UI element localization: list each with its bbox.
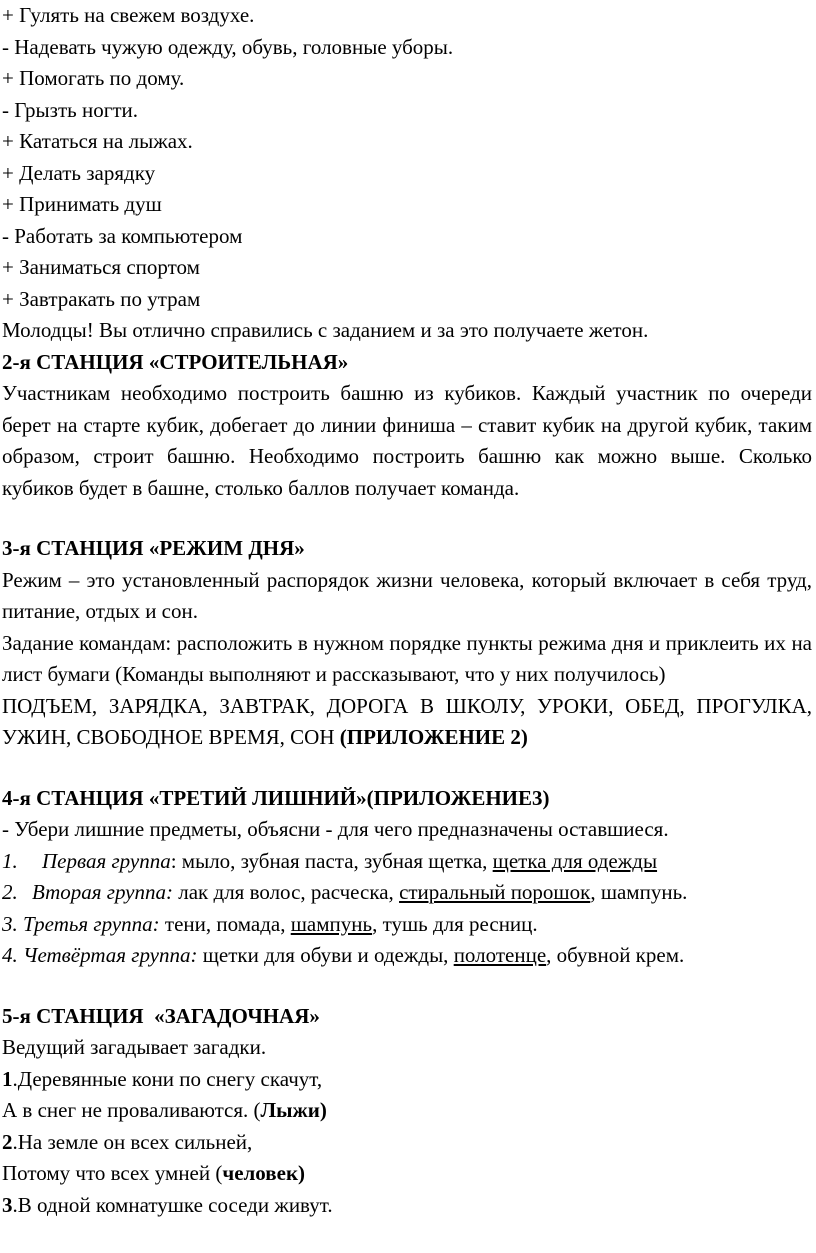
riddle-line bbox=[2, 1158, 812, 1190]
group-items: щетки для обуви и одежды, bbox=[197, 943, 454, 967]
odd-item: шампунь bbox=[290, 911, 373, 936]
group-number: 2. bbox=[2, 880, 18, 904]
group-name: Первая группа bbox=[42, 848, 171, 873]
riddle-text: Потому что всех умней ( bbox=[2, 1161, 223, 1185]
odd-item: щетка для одежды bbox=[492, 848, 658, 873]
riddle-number: 2 bbox=[2, 1129, 13, 1154]
group-number: 1. bbox=[2, 848, 18, 873]
list-item: + Помогать по дому. bbox=[2, 66, 185, 90]
group-item bbox=[2, 909, 812, 941]
group-item bbox=[2, 940, 812, 972]
group-items: лак для волос, расческа, bbox=[173, 880, 400, 904]
station3-sequence bbox=[2, 691, 812, 754]
riddle-line bbox=[2, 1190, 812, 1222]
station3-title: 3-я СТАНЦИЯ «РЕЖИМ ДНЯ» bbox=[2, 536, 305, 560]
group-number: 4. bbox=[2, 943, 18, 967]
group-name: Третья группа: bbox=[23, 911, 160, 936]
praise-text: Молодцы! Вы отлично справились с заданием и за это получаете жетон. bbox=[2, 318, 649, 342]
riddle-line bbox=[2, 1064, 812, 1096]
list-item: + Кататься на лыжах. bbox=[2, 129, 193, 153]
station2-text: Участникам необходимо построить башню из кубиков. Каждый участник по очереди берет на старте кубик, добегает до линии финиша – ставит кубик на другой кубик, таким образом, строит башню. Необходимо построить башню как можно выше. Сколько кубиков будет в башне, столько баллов получает команда. bbox=[2, 381, 812, 500]
riddle-answer: человек) bbox=[222, 1161, 306, 1185]
group-number: 3. bbox=[2, 911, 18, 936]
group-item bbox=[2, 877, 812, 909]
spacer bbox=[2, 504, 812, 533]
day-routine-sequence: ПОДЪЕМ, ЗАРЯДКА, ЗАВТРАК, ДОРОГА В ШКОЛУ, УРОКИ, ОБЕД, ПРОГУЛКА, УЖИН, СВОБОДНОЕ ВРЕМЯ, СОН bbox=[2, 693, 812, 749]
station2-title: 2-я СТАНЦИЯ «СТРОИТЕЛЬНАЯ» bbox=[2, 349, 349, 374]
station3-task: Задание командам: расположить в нужном порядке пункты режима дня и приклеить их на лист бумаги (Команды выполняют и рассказывают, что у них получилось) bbox=[2, 630, 812, 686]
riddle-line bbox=[2, 1127, 812, 1159]
group-name: Вторая группа: bbox=[32, 880, 173, 904]
group-item bbox=[2, 846, 812, 878]
spacer bbox=[2, 972, 812, 1001]
group-name: Четвёртая группа: bbox=[23, 943, 198, 967]
riddle-answer: Лыжи) bbox=[260, 1098, 327, 1122]
station5-title: 5-я СТАНЦИЯ «ЗАГАДОЧНАЯ» bbox=[2, 1003, 320, 1028]
group-items-end: , обувной крем. bbox=[546, 943, 685, 967]
riddle-text: А в снег не проваливаются. ( bbox=[2, 1098, 261, 1122]
list-item: + Гулять на свежем воздухе. bbox=[2, 3, 255, 27]
odd-item: полотенце bbox=[453, 943, 547, 967]
odd-item: стиральный порошок bbox=[399, 880, 591, 904]
list-item: - Грызть ногти. bbox=[2, 97, 138, 122]
list-item: + Заниматься спортом bbox=[2, 255, 200, 279]
group-items-end: , шампунь. bbox=[590, 880, 688, 904]
list-item: + Завтракать по утрам bbox=[2, 286, 201, 311]
station3-definition: Режим – это установленный распорядок жизни человека, который включает в себя труд, питание, отдых и сон. bbox=[2, 567, 812, 623]
riddle-number: 1 bbox=[2, 1066, 13, 1091]
spacer bbox=[2, 754, 812, 783]
station4-instruction: - Убери лишние предметы, объясни - для чего предназначены оставшиеся. bbox=[2, 817, 669, 841]
riddle-number: 3 bbox=[2, 1192, 13, 1217]
list-item: - Работать за компьютером bbox=[2, 223, 243, 248]
riddle-line bbox=[2, 1095, 812, 1127]
healthy-habits-list bbox=[2, 0, 812, 315]
list-item: + Делать зарядку bbox=[2, 160, 156, 185]
group-items: : мыло, зубная паста, зубная щетка, bbox=[170, 848, 493, 873]
list-item: + Принимать душ bbox=[2, 192, 162, 216]
group-items: тени, помада, bbox=[159, 911, 291, 936]
riddle-text: .В одной комнатушке соседи живут. bbox=[12, 1192, 333, 1217]
riddle-text: .На земле он всех сильней, bbox=[12, 1129, 253, 1154]
riddle-text: .Деревянные кони по снегу скачут, bbox=[12, 1066, 323, 1091]
appendix-reference: (ПРИЛОЖЕНИЕ 2) bbox=[339, 725, 528, 749]
station4-title: 4-я СТАНЦИЯ «ТРЕТИЙ ЛИШНИЙ»(ПРИЛОЖЕНИЕ3) bbox=[2, 785, 550, 810]
station5-intro: Ведущий загадывает загадки. bbox=[2, 1035, 267, 1059]
list-item: - Надевать чужую одежду, обувь, головные уборы. bbox=[2, 34, 454, 59]
group-items-end: , тушь для ресниц. bbox=[372, 911, 538, 936]
